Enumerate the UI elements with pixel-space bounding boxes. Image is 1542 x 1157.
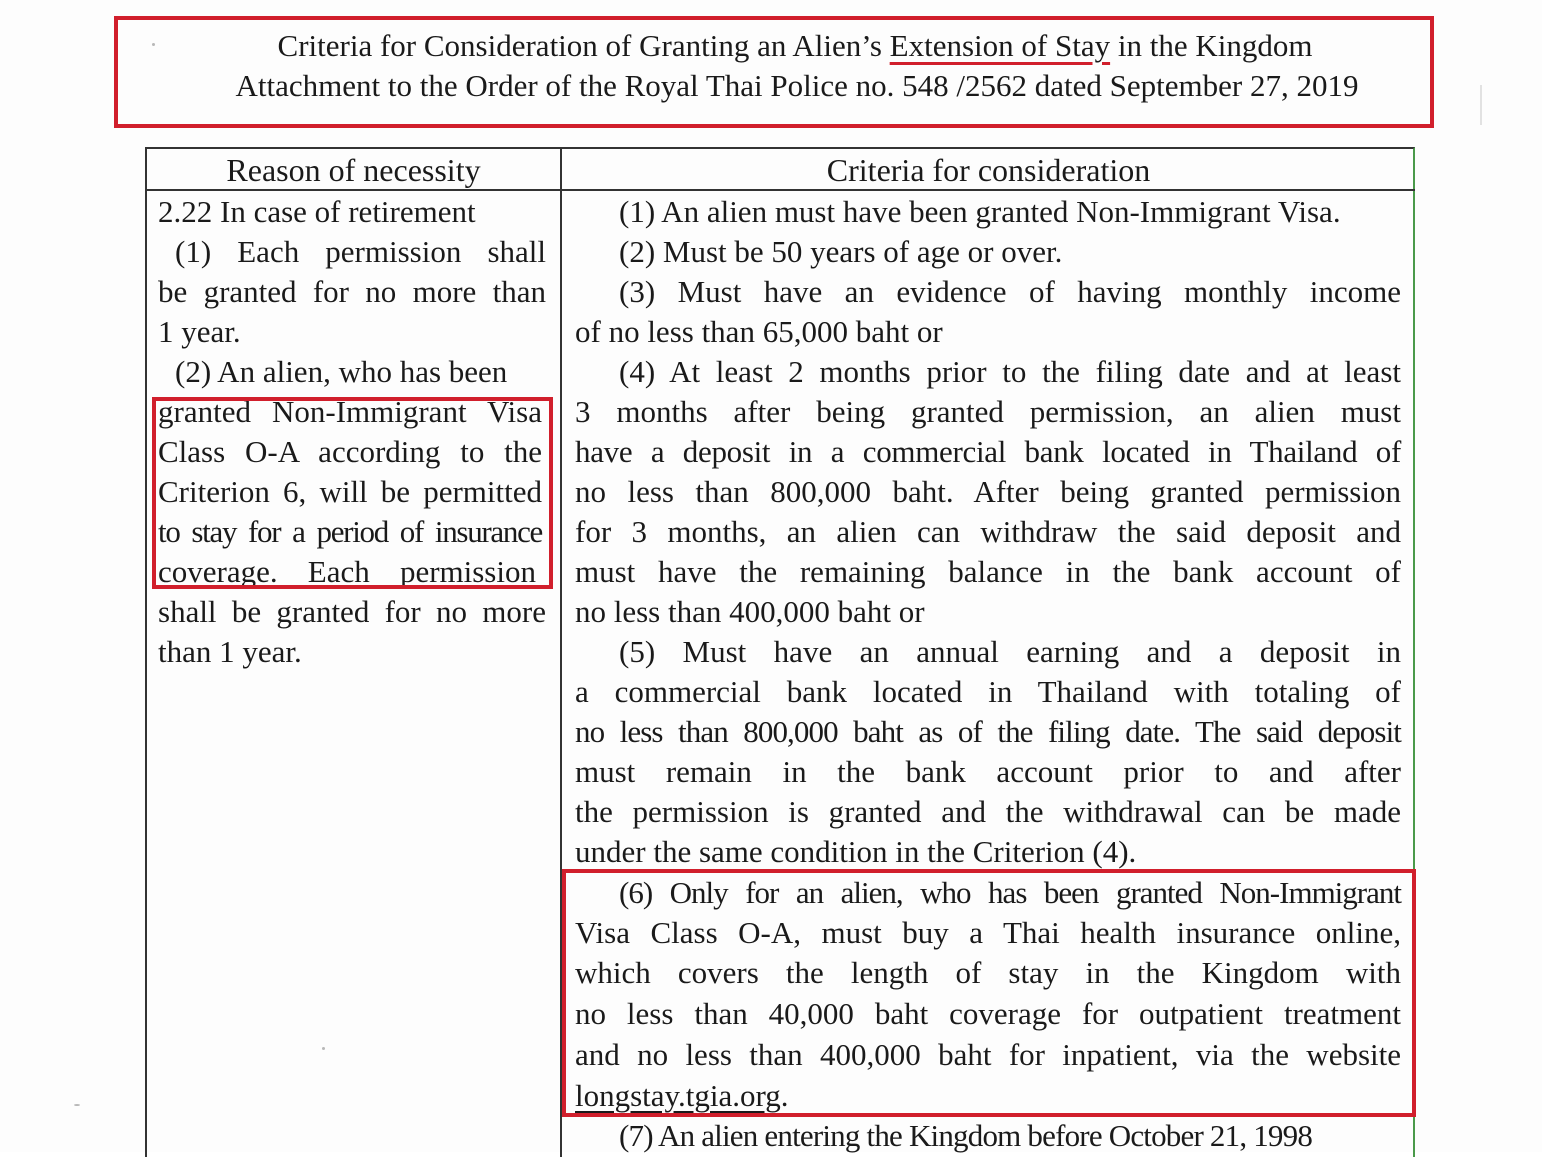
criteria-line: must have the remaining balance in the bank account of: [575, 554, 1401, 589]
reason-line: coverage. Each permission: [158, 554, 536, 589]
reason-line: Criterion 6, will be permitted: [158, 474, 542, 509]
criteria-line: no less than 800,000 baht as of the filing date. The said deposit: [575, 714, 1401, 749]
column-header-criteria: Criteria for consideration: [826, 152, 1151, 188]
criteria-line: have a deposit in a commercial bank located in Thailand of: [575, 434, 1401, 469]
table-header-divider: [145, 189, 1415, 191]
column-header-reason: Reason of necessity: [226, 152, 481, 188]
criteria-line: for 3 months, an alien can withdraw the said deposit and: [575, 514, 1401, 549]
reason-line: granted Non-Immigrant Visa: [158, 394, 542, 429]
criteria-line: and no less than 400,000 baht for inpatient, via the website: [575, 1037, 1401, 1072]
criteria-line: no less than 400,000 baht or: [575, 594, 925, 629]
criteria-line: 3 months after being granted permission, an alien must: [575, 394, 1401, 429]
criteria-line: (6) Only for an alien, who has been granted Non-Immigrant: [619, 875, 1401, 910]
criteria-line: (4) At least 2 months prior to the filing date and at least: [619, 354, 1401, 389]
criteria-line: a commercial bank located in Thailand with totaling of: [575, 674, 1401, 709]
criteria-line: (1) An alien must have been granted Non-Immigrant Visa.: [619, 194, 1341, 229]
criteria-line: no less than 40,000 baht coverage for outpatient treatment: [575, 996, 1401, 1031]
title-highlight: Extension of Stay: [889, 28, 1111, 63]
criteria-line: (7) An alien entering the Kingdom before October 21, 1998: [619, 1118, 1313, 1153]
website-period: .: [780, 1078, 789, 1113]
title-suffix: in the Kingdom: [1110, 28, 1313, 63]
reason-line: Class O-A according to the: [158, 434, 542, 469]
criteria-line: under the same condition in the Criterion (4).: [575, 834, 1137, 869]
reason-line: 1 year.: [158, 314, 241, 349]
reason-line: be granted for no more than: [158, 274, 546, 309]
document-subtitle: Attachment to the Order of the Royal Thai Police no. 548 /2562 dated September 27, 2019: [235, 68, 1359, 103]
criteria-line: (2) Must be 50 years of age or over.: [619, 234, 1063, 269]
reason-line: (1) Each permission shall: [175, 234, 546, 269]
scan-speck: [74, 1104, 80, 1106]
criteria-line: (5) Must have an annual earning and a deposit in: [619, 634, 1401, 669]
criteria-line: which covers the length of stay in the Kingdom with: [575, 955, 1401, 990]
criteria-line: Visa Class O-A, must buy a Thai health insurance online,: [575, 915, 1401, 950]
criteria-line: no less than 800,000 baht. After being granted permission: [575, 474, 1401, 509]
criteria-line: the permission is granted and the withdrawal can be made: [575, 794, 1401, 829]
reason-line: than 1 year.: [158, 634, 302, 669]
criteria-line: must remain in the bank account prior to and after: [575, 754, 1401, 789]
criteria-line: of no less than 65,000 baht or: [575, 314, 943, 349]
reason-line: 2.22 In case of retirement: [158, 194, 476, 229]
reason-line: to stay for a period of insurance: [158, 514, 542, 549]
document-title: [24, 28, 1542, 64]
reason-highlight-box: [152, 397, 553, 589]
criteria-line: (3) Must have an evidence of having monthly income: [619, 274, 1401, 309]
website-link[interactable]: longstay.tgia.org: [575, 1078, 781, 1113]
reason-line: shall be granted for no more: [158, 594, 546, 629]
reason-line: (2) An alien, who has been: [175, 354, 508, 389]
title-prefix: Criteria for Consideration of Granting an Alien’s: [277, 28, 890, 63]
criteria-highlight-box: [562, 869, 1416, 1117]
